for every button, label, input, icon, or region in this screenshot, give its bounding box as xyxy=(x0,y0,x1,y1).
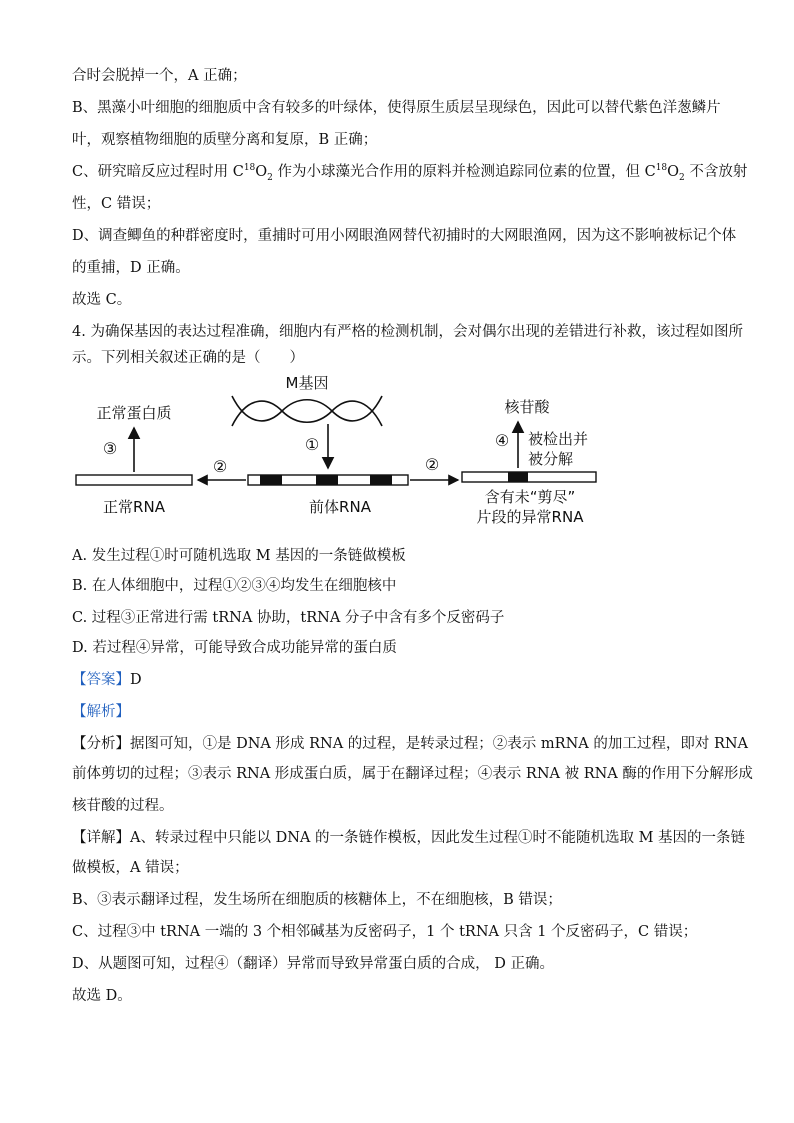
step-1-label: ① xyxy=(304,435,320,454)
answer-tag: 【答案】 xyxy=(72,672,130,688)
detected-label-1: 被检出并 xyxy=(528,430,589,448)
step-4-label: ④ xyxy=(494,431,510,450)
nucleotide-label: 核苷酸 xyxy=(504,398,550,416)
dna-helix-icon xyxy=(232,396,382,426)
answer-value: D xyxy=(130,672,142,688)
option-d: D. 若过程④异常，可能导致合成功能异常的蛋白质 xyxy=(72,640,397,656)
step-3-label: ③ xyxy=(102,439,118,458)
precursor-rna-bar xyxy=(248,475,408,485)
detail-line: 做模板，A 错误； xyxy=(72,860,189,876)
detail-line: B、③表示翻译过程，发生场所在细胞质的核糖体上，不在细胞核，B 错误； xyxy=(72,892,562,908)
text-line: 的重捕，D 正确。 xyxy=(72,260,190,276)
text-line: 故选 C。 xyxy=(72,292,132,308)
precursor-rna-label: 前体RNA xyxy=(309,498,371,516)
normal-rna-label: 正常RNA xyxy=(103,498,165,516)
analysis-tag: 【解析】 xyxy=(72,704,130,720)
detail-line: 【详解】A、转录过程中只能以 DNA 的一条链作模板，因此发生过程①时不能随机选取 M 基因的一条链 xyxy=(72,830,746,846)
detail-line: D、从题图可知，过程④（翻译）异常而导致异常蛋白质的合成， D 正确。 xyxy=(72,956,554,972)
normal-rna-bar xyxy=(76,475,192,485)
fenxi-tag: 【分析】 xyxy=(72,736,130,752)
question-stem: 4. 为确保基因的表达过程准确，细胞内有严格的检测机制，会对偶尔出现的差错进行补救，该过程如图所 xyxy=(72,324,743,340)
abnormal-rna-label-1: 含有未“剪尽” xyxy=(484,488,576,506)
detected-label-2: 被分解 xyxy=(528,450,574,468)
detail-line: C、过程③中 tRNA 一端的 3 个相邻碱基为反密码子，1 个 tRNA 只含 1 个反密码子，C 错误； xyxy=(72,924,698,940)
answer-line xyxy=(72,670,732,690)
xiangjie-tag: 【详解】 xyxy=(72,830,130,846)
text-line: 性，C 错误； xyxy=(72,196,161,212)
text-line: D、调查鲫鱼的种群密度时，重捕时可用小网眼渔网替代初捕时的大网眼渔网，因为这不影响被标记个体 xyxy=(72,228,737,244)
abnormal-rna-bar xyxy=(462,472,596,482)
analysis-line: 【分析】据图可知，①是 DNA 形成 RNA 的过程，是转录过程；②表示 mRNA 的加工过程，即对 RNA xyxy=(72,736,749,752)
option-c: C. 过程③正常进行需 tRNA 协助，tRNA 分子中含有多个反密码子 xyxy=(72,610,505,626)
option-a: A. 发生过程①时可随机选取 M 基因的一条链做模板 xyxy=(72,548,406,564)
abnormal-rna-label-2: 片段的异常RNA xyxy=(476,508,584,526)
text-line: 叶，观察植物细胞的质壁分离和复原，B 正确； xyxy=(72,132,378,148)
step-2-label-left: ② xyxy=(212,457,228,476)
step-2-label-right: ② xyxy=(424,455,440,474)
text-line: B、黑藻小叶细胞的细胞质中含有较多的叶绿体，使得原生质层呈现绿色，因此可以替代紫色洋葱鳞片 xyxy=(72,100,721,116)
option-b: B. 在人体细胞中，过程①②③④均发生在细胞核中 xyxy=(72,578,397,594)
gene-label: M基因 xyxy=(285,374,329,392)
question-stem: 示。下列相关叙述正确的是（ ） xyxy=(72,350,304,366)
normal-protein-label: 正常蛋白质 xyxy=(96,404,172,422)
detail-line: 故选 D。 xyxy=(72,988,132,1004)
text-line: 合时会脱掉一个，A 正确； xyxy=(72,68,247,84)
text-line-isotope: C、研究暗反应过程时用 $C^{18}O_2$ 作为小球藻光合作用的原料并检测追踪同位素的位置，但 $C^{18}O_2$ 不含放射 xyxy=(72,163,748,183)
analysis-line: 前体剪切的过程；③表示 RNA 形成蛋白质，属于在翻译过程；④表示 RNA 被 RNA 酶的作用下分解形成 xyxy=(72,766,753,782)
gene-expression-diagram xyxy=(72,372,612,540)
analysis-line: 核苷酸的过程。 xyxy=(72,798,174,814)
